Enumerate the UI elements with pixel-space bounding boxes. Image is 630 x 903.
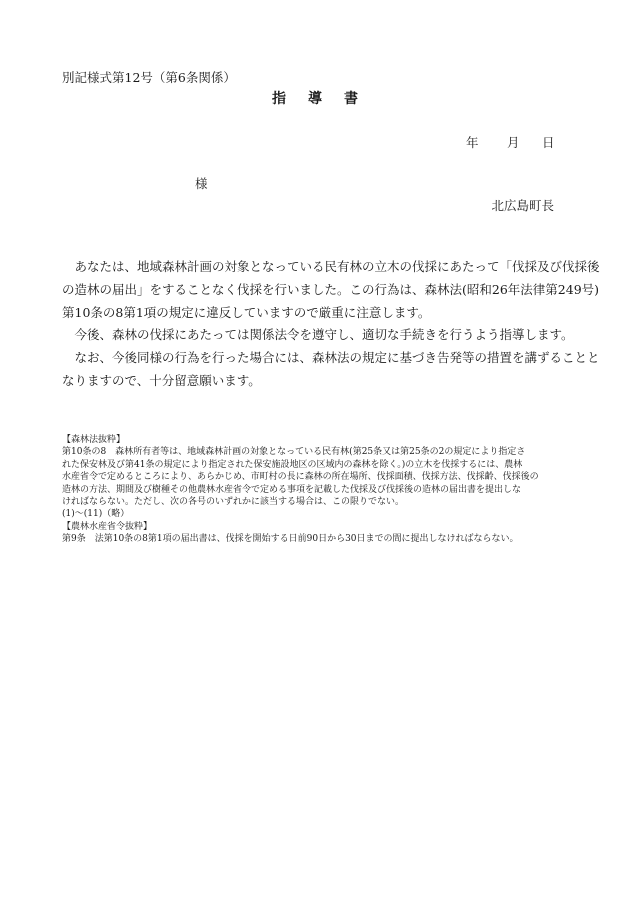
body-line: なりますので、十分留意願います。 [62, 372, 261, 388]
law-line: 水産省令で定めるところにより、あらかじめ、市町村の長に森林の所在場所、伐採面積、伐採方法、伐採齢、伐採後の [62, 472, 539, 483]
law-line: 第9条 法第10条の8第1項の届出書は、伐採を開始する日前90日から30日までの間に提出しなければならない。 [62, 534, 519, 545]
body-line: 今後、森林の伐採にあたっては関係法令を遵守し、適切な手続きを行うよう指導します。 [74, 327, 574, 343]
document-title [0, 88, 630, 108]
body-line: あなたは、地域森林計画の対象となっている民有林の立木の伐採にあたって「伐採及び伐採後 [74, 259, 600, 274]
law-heading-forest-act: 【森林法抜粋】 [62, 435, 126, 445]
guidance-body [62, 256, 600, 393]
title-char: 導 [308, 91, 322, 107]
body-line: なお、今後同様の行為を行った場合には、森林法の規定に基づき告発等の措置を講ずることと [74, 350, 600, 366]
title-char: 指 [272, 91, 286, 107]
title-char: 書 [344, 91, 358, 107]
date-day-label: 日 [542, 135, 555, 150]
law-line: (1)～(11)（略） [62, 509, 130, 520]
form-label: 別記様式第12号（第6条関係） [62, 70, 236, 85]
law-line: ければならない。ただし、次の各号のいずれかに該当する場合は、この限りでない。 [62, 497, 405, 508]
date-month-label: 月 [507, 135, 520, 150]
law-line: れた保安林及び第41条の規定により指定された保安施設地区の区域内の森林を除く。)の立木を伐採するには、農林 [62, 459, 523, 470]
addressee-suffix: 様 [195, 176, 208, 191]
law-line: 造林の方法、期間及び樹種その他農林水産省令で定める事項を記載した伐採及び伐採後の造林の届出書を提出しな [62, 484, 522, 495]
law-line: 第10条の8 森林所有者等は、地域森林計画の対象となっている民有林(第25条又は第25条の2の規定により指定さ [62, 447, 526, 458]
law-excerpt [62, 434, 572, 546]
issuer-name: 北広島町長 [491, 198, 554, 213]
body-line: の造林の届出」をすることなく伐採を行いました。この行為は、森林法(昭和26年法律第249号) [62, 281, 600, 297]
date-year-label: 年 [466, 135, 479, 150]
body-line: 第10条の8第1項の規定に違反していますので厳重に注意します。 [62, 304, 431, 320]
law-heading-ministry-ordinance: 【農林水産省令抜粋】 [62, 521, 153, 532]
